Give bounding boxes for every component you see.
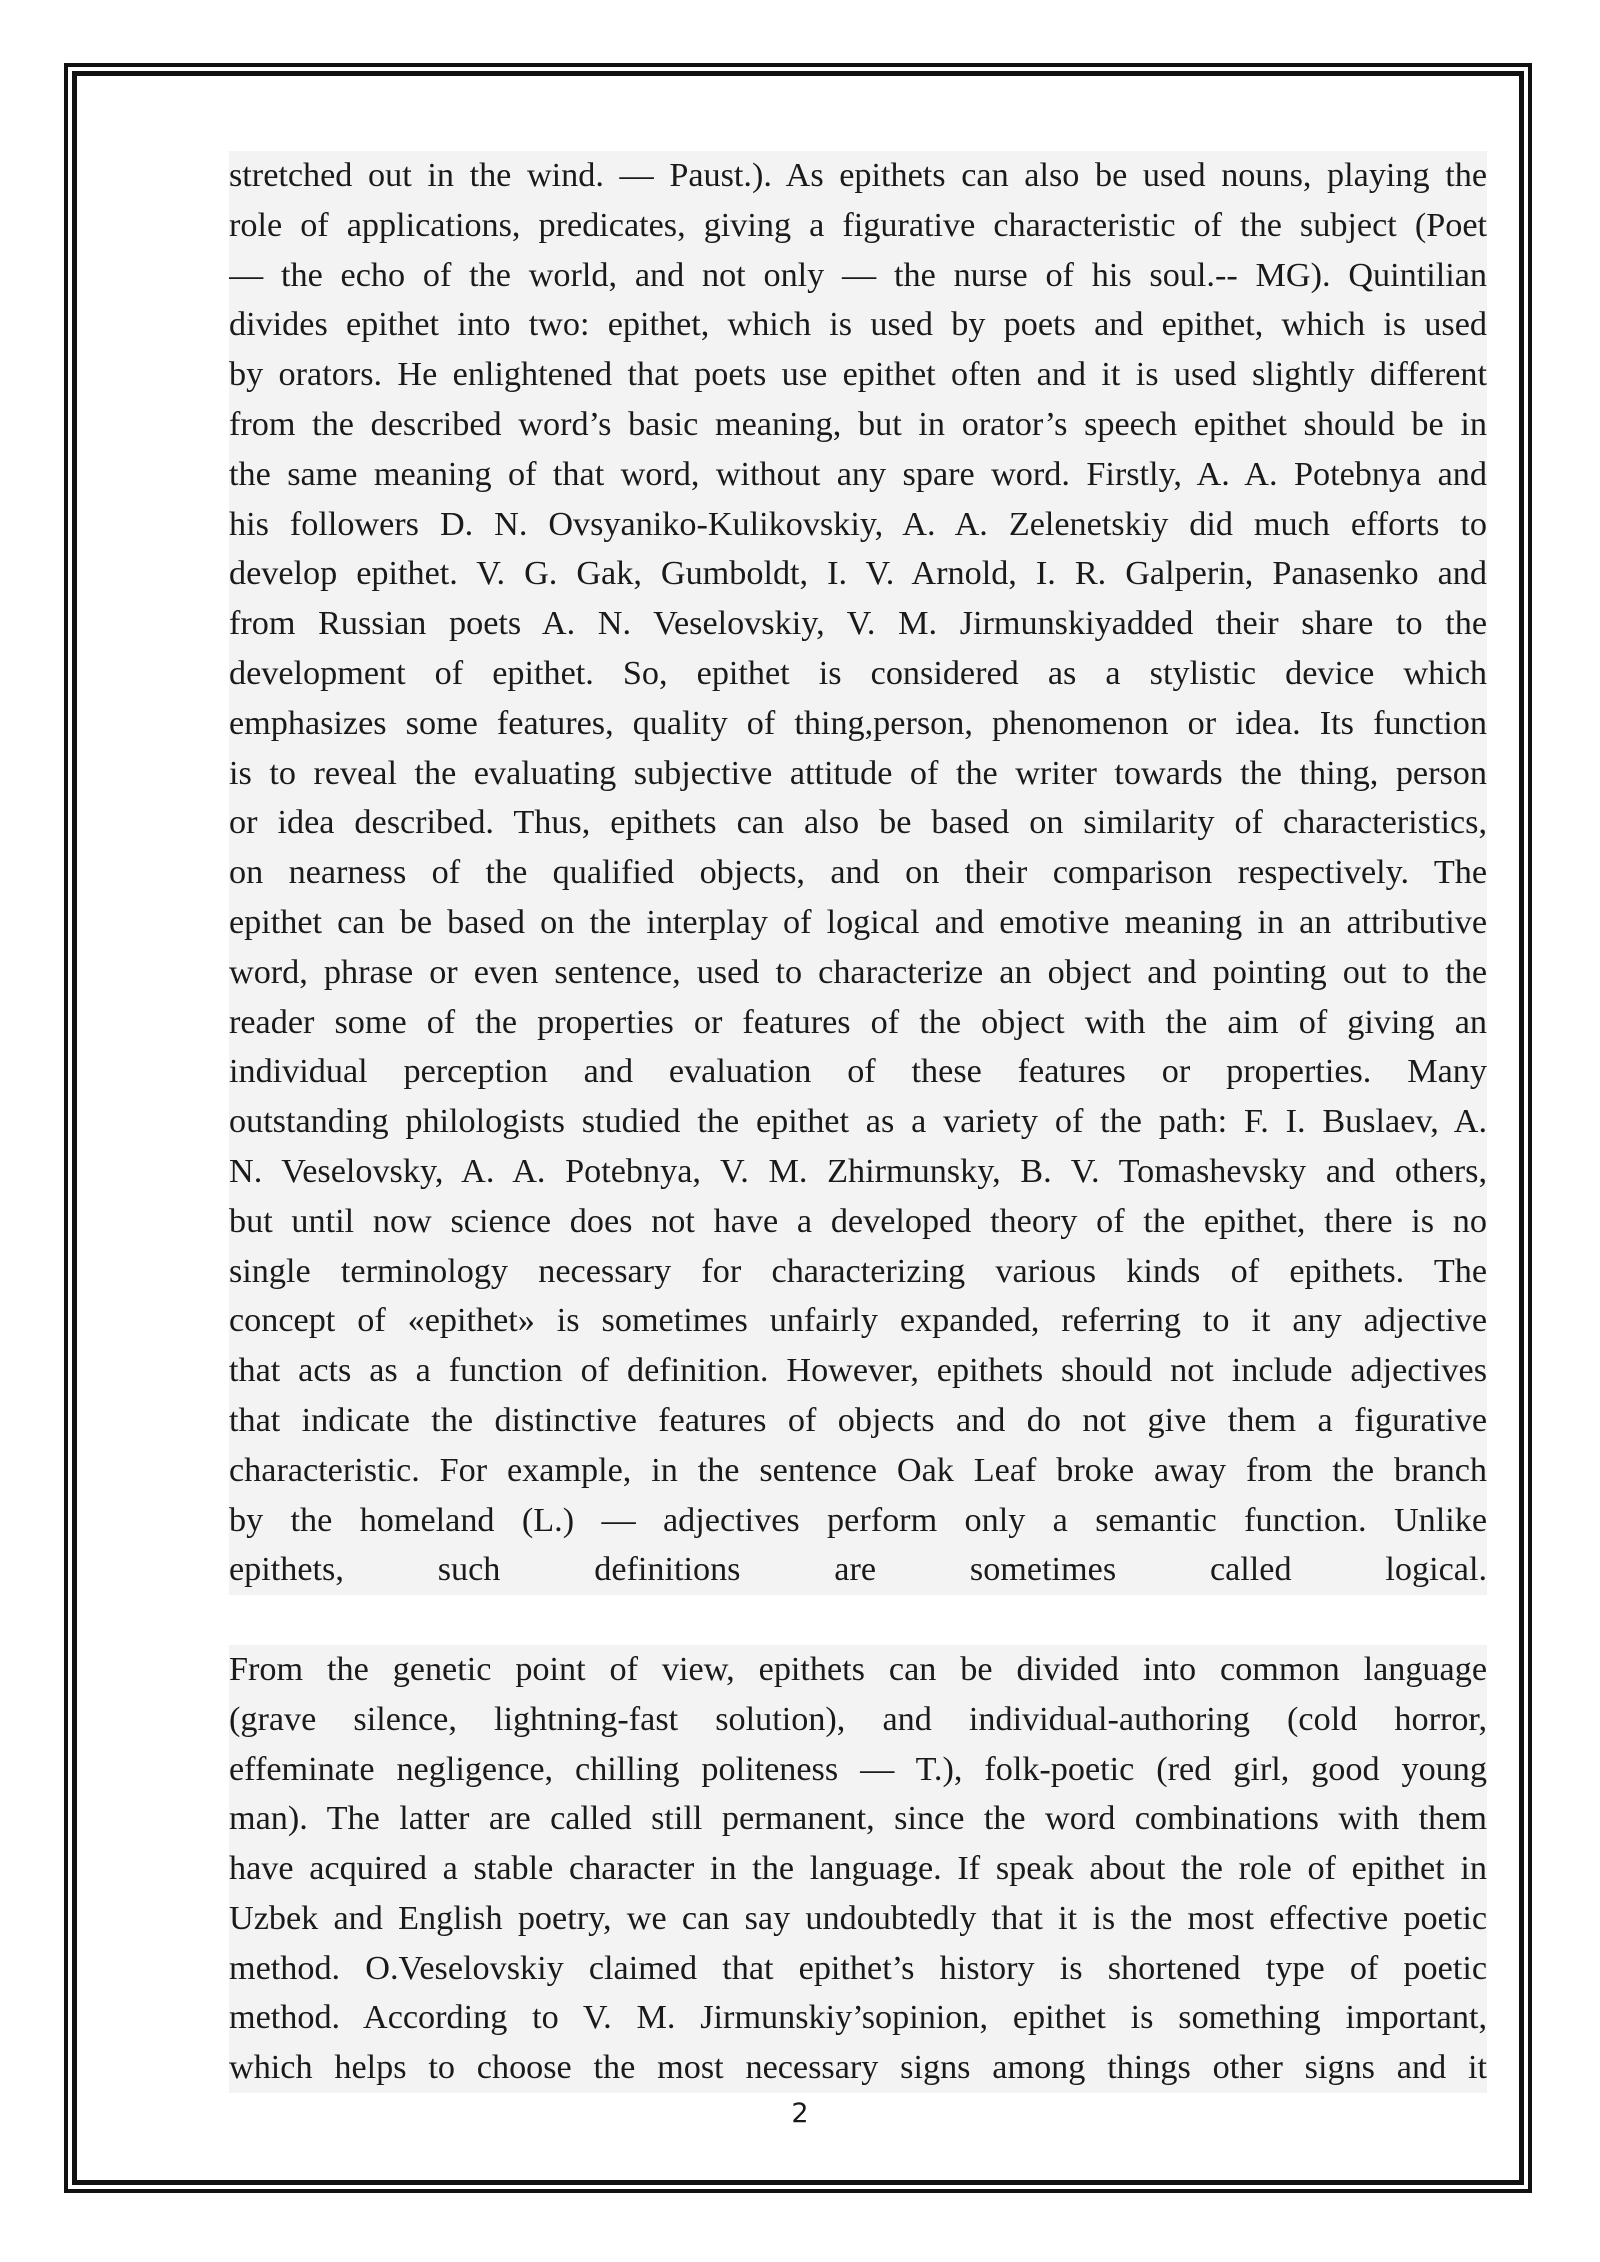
text-line: have acquired a stable character in the language. If speak about the role of epithet in — [229, 1850, 1487, 1888]
text-line: characteristic. For example, in the sentence Oak Leaf broke away from the branch — [229, 1451, 1487, 1489]
text-line: epithets, such definitions are sometimes called logical. — [229, 1551, 1487, 1589]
text-line: the same meaning of that word, without any spare word. Firstly, A. A. Potebnya and — [229, 455, 1487, 493]
text-line: From the genetic point of view, epithets can be divided into common language — [229, 1650, 1487, 1688]
text-line: his followers D. N. Ovsyaniko-Kulikovskiy, A. A. Zelenetskiy did much efforts to — [229, 505, 1487, 543]
text-line: N. Veselovsky, A. A. Potebnya, V. M. Zhirmunsky, B. V. Tomashevsky and others, — [229, 1152, 1487, 1190]
text-line: emphasizes some features, quality of thing,person, phenomenon or idea. Its function — [229, 704, 1487, 742]
text-line: reader some of the properties or features of the object with the aim of giving an — [229, 1003, 1487, 1041]
text-line: development of epithet. So, epithet is considered as a stylistic device which — [229, 654, 1487, 692]
paragraph-gap — [229, 1595, 1487, 1645]
text-line: from the described word’s basic meaning, but in orator’s speech epithet should be in — [229, 405, 1487, 443]
text-line: but until now science does not have a developed theory of the epithet, there is no — [229, 1202, 1487, 1240]
text-line: by the homeland (L.) — adjectives perform only a semantic function. Unlike — [229, 1501, 1487, 1539]
page-number: 2 — [791, 2098, 809, 2129]
paragraph-1 — [229, 151, 1487, 1595]
text-line: method. According to V. M. Jirmunskiy’sopinion, epithet is something important, — [229, 1999, 1487, 2037]
text-line: individual perception and evaluation of these features or properties. Many — [229, 1053, 1487, 1091]
text-line: which helps to choose the most necessary signs among things other signs and it — [229, 2049, 1487, 2087]
text-line: divides epithet into two: epithet, which is used by poets and epithet, which is used — [229, 306, 1487, 344]
text-line: effeminate negligence, chilling politeness — T.), folk-poetic (red girl, good young — [229, 1750, 1487, 1788]
text-line: concept of «epithet» is sometimes unfairly expanded, referring to it any adjective — [229, 1302, 1487, 1340]
text-line: role of applications, predicates, giving a figurative characteristic of the subject (Poet — [229, 206, 1487, 244]
paragraph-2 — [229, 1645, 1487, 2093]
text-line: develop epithet. V. G. Gak, Gumboldt, I. V. Arnold, I. R. Galperin, Panasenko and — [229, 555, 1487, 593]
text-line: or idea described. Thus, epithets can also be based on similarity of characteristics, — [229, 804, 1487, 842]
text-line: — the echo of the world, and not only — the nurse of his soul.-- MG). Quintilian — [229, 256, 1487, 294]
text-line: single terminology necessary for characterizing various kinds of epithets. The — [229, 1252, 1487, 1290]
text-line: from Russian poets A. N. Veselovskiy, V. M. Jirmunskiyadded their share to the — [229, 605, 1487, 643]
text-line: by orators. He enlightened that poets use epithet often and it is used slightly different — [229, 356, 1487, 394]
text-line: that indicate the distinctive features of objects and do not give them a figurative — [229, 1401, 1487, 1439]
text-line: Uzbek and English poetry, we can say undoubtedly that it is the most effective poetic — [229, 1899, 1487, 1937]
text-line: (grave silence, lightning-fast solution), and individual-authoring (cold horror, — [229, 1700, 1487, 1738]
text-line: stretched out in the wind. — Paust.). As epithets can also be used nouns, playing the — [229, 157, 1487, 194]
text-line: epithet can be based on the interplay of logical and emotive meaning in an attributive — [229, 903, 1487, 941]
text-line: method. O.Veselovskiy claimed that epithet’s history is shortened type of poetic — [229, 1949, 1487, 1987]
body-text — [229, 151, 1487, 2093]
text-line: that acts as a function of definition. However, epithets should not include adjectives — [229, 1352, 1487, 1390]
text-line: word, phrase or even sentence, used to characterize an object and pointing out to the — [229, 953, 1487, 991]
text-line: outstanding philologists studied the epithet as a variety of the path: F. I. Buslaev, A. — [229, 1103, 1487, 1141]
text-line: is to reveal the evaluating subjective attitude of the writer towards the thing, person — [229, 754, 1487, 792]
text-line: man). The latter are called still permanent, since the word combinations with them — [229, 1800, 1487, 1838]
text-line: on nearness of the qualified objects, and on their comparison respectively. The — [229, 854, 1487, 892]
